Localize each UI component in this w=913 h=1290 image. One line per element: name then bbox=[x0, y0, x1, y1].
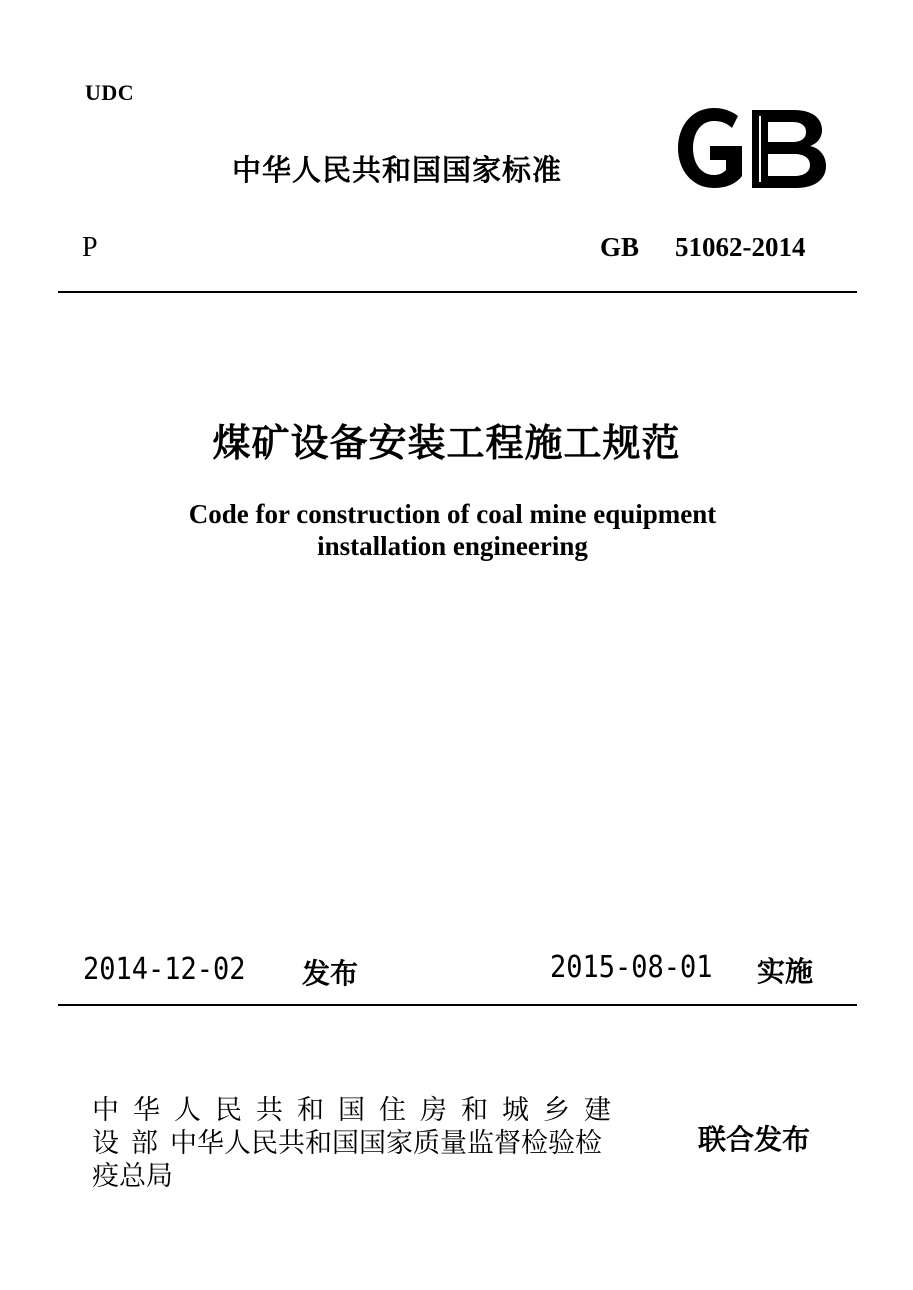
top-divider bbox=[58, 291, 857, 293]
issuing-authorities bbox=[92, 1094, 672, 1193]
standard-number bbox=[600, 232, 806, 263]
issuer-line-1: 中华人民共和国住房和城乡建 bbox=[92, 1095, 625, 1126]
standard-code: 51062-2014 bbox=[675, 232, 806, 262]
joint-issue-label: 联合发布 bbox=[698, 1123, 811, 1156]
issuer-line-2-part-a: 设 bbox=[92, 1128, 119, 1159]
national-standard-heading: 中华人民共和国国家标准 bbox=[232, 153, 563, 187]
issuer-line-2-part-c: 中华人民共和国国家质量监督检验检 bbox=[170, 1128, 602, 1159]
document-title-english bbox=[0, 498, 905, 562]
bottom-divider bbox=[58, 1004, 857, 1006]
document-title-chinese: 煤矿设备安装工程施工规范 bbox=[212, 421, 681, 465]
standard-prefix: GB bbox=[600, 232, 640, 262]
udc-label: UDC bbox=[85, 80, 135, 105]
issuer-line-2-part-b: 部 bbox=[131, 1128, 158, 1159]
title-english-line-1: Code for construction of coal mine equipment bbox=[188, 499, 717, 529]
gb-logo bbox=[676, 106, 828, 190]
implement-date: 2015-08-01 bbox=[550, 950, 713, 985]
title-english-line-2: installation engineering bbox=[317, 531, 588, 561]
implement-label: 实施 bbox=[757, 955, 814, 988]
classification-code: P bbox=[82, 232, 98, 263]
issuer-line-3: 疫总局 bbox=[92, 1161, 173, 1192]
issue-label: 发布 bbox=[302, 957, 359, 990]
issuer-line-2 bbox=[92, 1127, 672, 1160]
issue-date: 2014-12-02 bbox=[83, 952, 246, 987]
